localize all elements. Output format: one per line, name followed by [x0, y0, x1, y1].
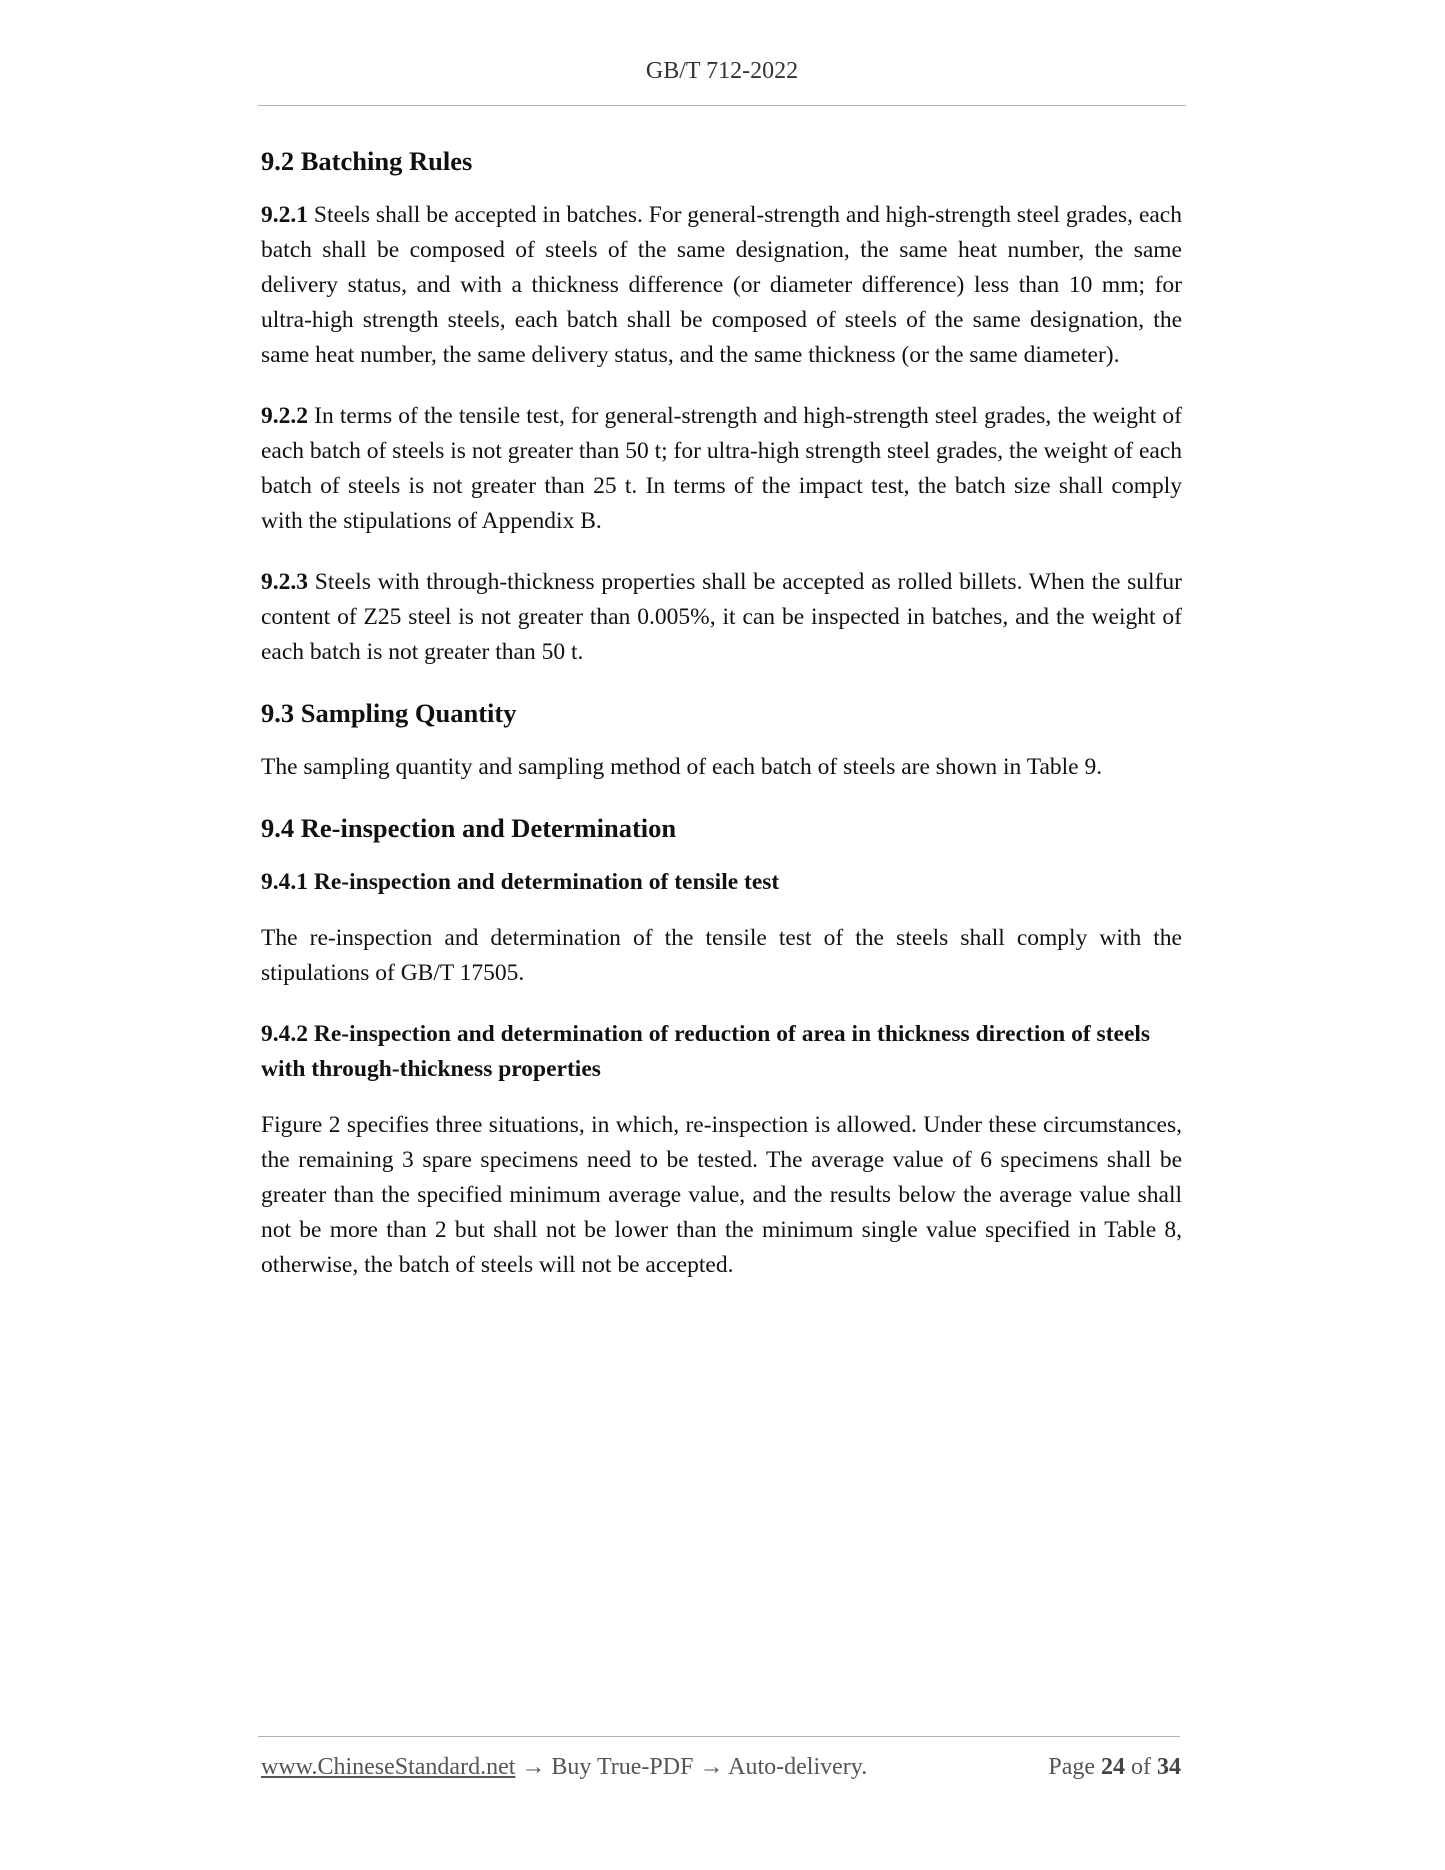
- section-heading-9-3: 9.3 Sampling Quantity: [261, 698, 517, 728]
- header-divider: [258, 105, 1186, 106]
- footer-divider: [258, 1736, 1180, 1737]
- document-body: [261, 144, 1182, 1309]
- subsection-heading-9-4-2: 9.4.2 Re-inspection and determination of reduction of area in thickness direction of steels with through-thickness properties: [261, 1021, 1151, 1082]
- section-heading-9-4: 9.4 Re-inspection and Determination: [261, 813, 677, 843]
- paragraph-9-3: The sampling quantity and sampling method of each batch of steels are shown in Table 9.: [261, 754, 1103, 780]
- subsection-heading-9-4-1: 9.4.1 Re-inspection and determination of tensile test: [261, 869, 780, 895]
- of-label: of: [1131, 1754, 1151, 1780]
- delivery-text: Auto-delivery.: [728, 1754, 868, 1780]
- section-heading-9-2: 9.2 Batching Rules: [261, 146, 473, 176]
- page-total: 34: [1157, 1754, 1181, 1780]
- clause-number: 9.2.1: [261, 202, 308, 228]
- footer-promo: [261, 1754, 867, 1781]
- arrow-right-icon: →: [699, 1754, 724, 1780]
- page-label: Page: [1048, 1754, 1095, 1780]
- page-header: GB/T 712-2022: [645, 58, 799, 84]
- site-link[interactable]: www.ChineseStandard.net: [261, 1754, 516, 1780]
- paragraph-9-2-1: [261, 198, 1182, 373]
- clause-text: In terms of the tensile test, for general-strength and high-strength steel grades, the weight of each batch of steels is not greater than 50 t; for ultra-high strength steel grades, the weight of each batch of steels is not greater than 25 t. In terms of the impact test, the batch size shall comply with the stipulations of Appendix B.: [261, 403, 1182, 534]
- arrow-right-icon: →: [521, 1754, 546, 1780]
- clause-text: Steels shall be accepted in batches. For general-strength and high-strength steel grades, each batch shall be composed of steels of the same designation, the same heat number, the same delivery status, and with a thickness difference (or diameter difference) less than 10 mm; for ultra-high strength steels, each batch shall be composed of steels of the same designation, the same heat number, the same delivery status, and the same thickness (or the same diameter).: [261, 202, 1182, 368]
- paragraph-9-4-1: The re-inspection and determination of the tensile test of the steels shall comply with the stipulations of GB/T 17505.: [261, 925, 1182, 986]
- paragraph-9-2-2: [261, 399, 1182, 539]
- buy-text: Buy True-PDF: [551, 1754, 694, 1780]
- clause-number: 9.2.3: [261, 569, 308, 595]
- paragraph-9-4-2: Figure 2 specifies three situations, in which, re-inspection is allowed. Under these circumstances, the remaining 3 spare specimens need to be tested. The average value of 6 specimens shall be greater than the specified minimum average value, and the results below the average value shall not be more than 2 but shall not be lower than the minimum single value specified in Table 8, otherwise, the batch of steels will not be accepted.: [261, 1112, 1182, 1278]
- clause-text: Steels with through-thickness properties shall be accepted as rolled billets. When the sulfur content of Z25 steel is not greater than 0.005%, it can be inspected in batches, and the weight of each batch is not greater than 50 t.: [261, 569, 1182, 665]
- paragraph-9-2-3: [261, 565, 1182, 670]
- page-current: 24: [1101, 1754, 1125, 1780]
- page-indicator: [1048, 1754, 1181, 1781]
- clause-number: 9.2.2: [261, 403, 308, 429]
